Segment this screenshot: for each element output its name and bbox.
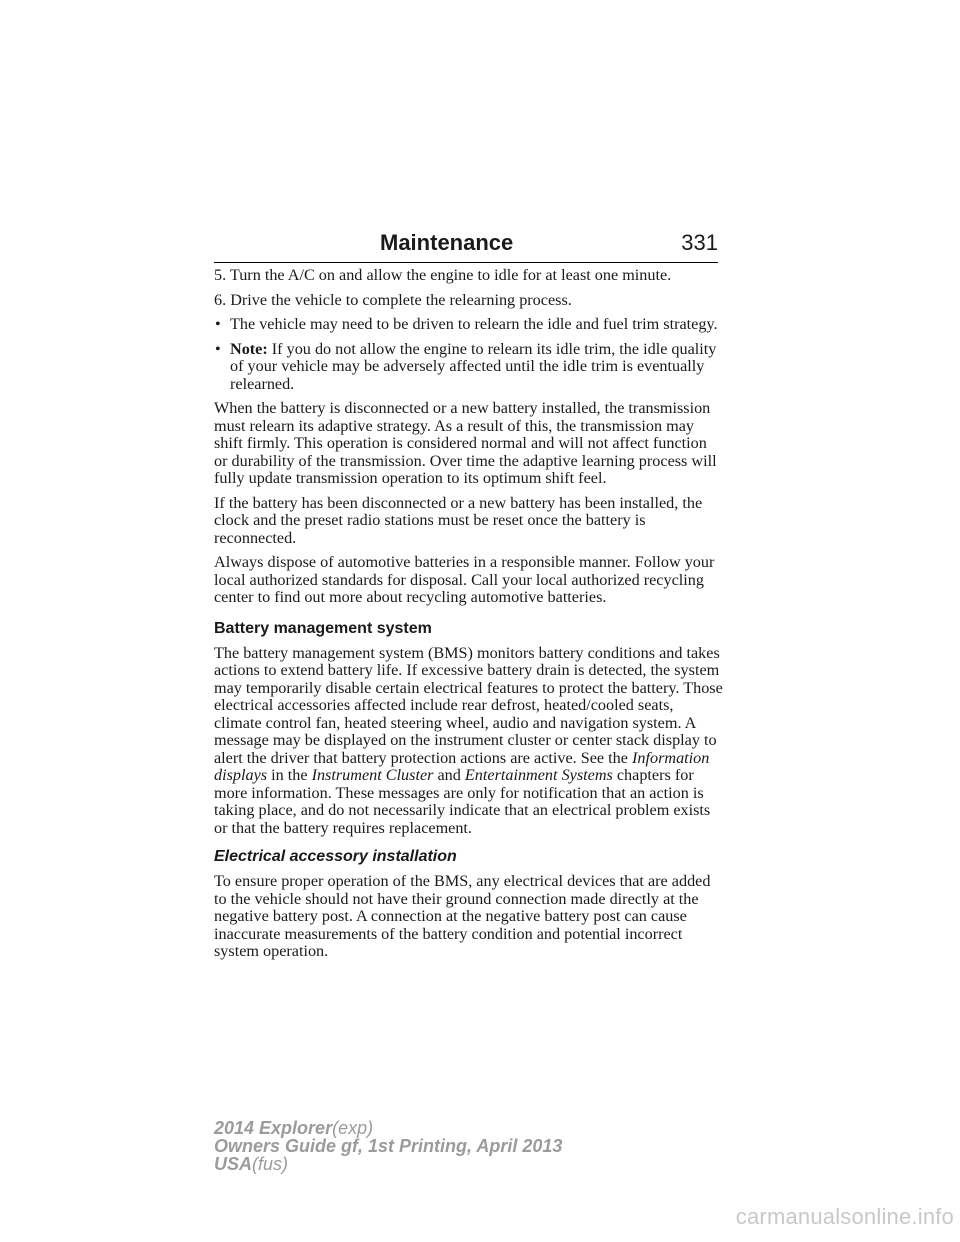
footer-market-code: (fus) bbox=[252, 1154, 289, 1174]
bms-text-2: in the bbox=[271, 766, 308, 784]
ref-entertainment-systems: Entertainment Systems bbox=[464, 766, 613, 784]
paragraph-clock-radio: If the battery has been disconnected or a new battery has been installed, the clock and the preset radio stations must be reset once the battery is reconnected. bbox=[214, 493, 703, 547]
note-label: Note: bbox=[230, 339, 268, 358]
step-5: 5. Turn the A/C on and allow the engine to idle for at least one minute. bbox=[214, 266, 672, 284]
page-body bbox=[214, 267, 724, 968]
ref-instrument-cluster: Instrument Cluster bbox=[311, 766, 434, 784]
footer-model-code: (exp) bbox=[332, 1118, 374, 1138]
footer-line-3 bbox=[214, 1155, 562, 1173]
bullet-marker: • bbox=[215, 315, 221, 333]
bullet-marker: • bbox=[215, 339, 221, 358]
footer-line-2: Owners Guide gf, 1st Printing, April 2013 bbox=[214, 1136, 563, 1156]
bms-text-1: The battery management system (BMS) monitors battery conditions and takes actions to extend battery life. If excessive battery drain is detected, the system may temporarily disable certain electrical features to protect the battery. Those electrical accessories affected include rear defrost, heated/cooled seats, climate control fan, heated steering wheel, audio and navigation system. A message may be displayed on the instrument cluster or center stack display to alert the driver that battery protection actions are active. See the bbox=[214, 643, 723, 767]
paragraph-transmission: When the battery is disconnected or a new battery installed, the transmission must relearn its adaptive strategy. As a result of this, the transmission may shift firmly. This operation is considered normal and will not affect function or durability of the transmission. Over time the adaptive learning process will fully update transmission operation to its optimum shift feel. bbox=[214, 399, 717, 487]
heading-battery-management: Battery management system bbox=[214, 619, 432, 637]
paragraph-bms bbox=[214, 645, 724, 838]
section-title: Maintenance bbox=[380, 230, 514, 255]
footer-line-1 bbox=[214, 1119, 562, 1137]
page-number: 331 bbox=[681, 230, 718, 255]
note-text: If you do not allow the engine to relearn its idle trim, the idle quality of your vehicle may be adversely affected until the idle trim is eventually relearned. bbox=[230, 339, 717, 393]
page-header bbox=[214, 228, 718, 260]
heading-accessory-installation: Electrical accessory installation bbox=[214, 848, 457, 865]
paragraph-accessory: To ensure proper operation of the BMS, any electrical devices that are added to the vehicle should not have their ground connection made directly at the negative battery post. A connection at the negative battery post can cause inaccurate measurements of the battery condition and potential incorrect system operation. bbox=[214, 872, 711, 960]
site-watermark: carmanualsonline.info bbox=[735, 1204, 954, 1229]
ref-information-displays: Information displays bbox=[214, 748, 710, 784]
header-divider bbox=[214, 262, 718, 263]
bms-text-4: chapters for more information. These messages are only for notification that an action is taking place, and do not necessarily indicate that an electrical problem exists or that the battery requires replacement. bbox=[214, 766, 711, 837]
document-footer bbox=[214, 1119, 562, 1173]
footer-model: 2014 Explorer bbox=[214, 1118, 333, 1138]
step-6: 6. Drive the vehicle to complete the relearning process. bbox=[214, 290, 572, 309]
paragraph-disposal: Always dispose of automotive batteries in a responsible manner. Follow your local authorized standards for disposal. Call your local authorized recycling center to find out more about recycling automotive batteries. bbox=[214, 553, 715, 606]
bullet-item-note bbox=[214, 341, 724, 394]
bullet-item bbox=[214, 316, 724, 334]
footer-market: USA bbox=[214, 1154, 253, 1174]
bms-text-3: and bbox=[437, 766, 461, 784]
bullet-text: The vehicle may need to be driven to relearn the idle and fuel trim strategy. bbox=[230, 315, 718, 333]
